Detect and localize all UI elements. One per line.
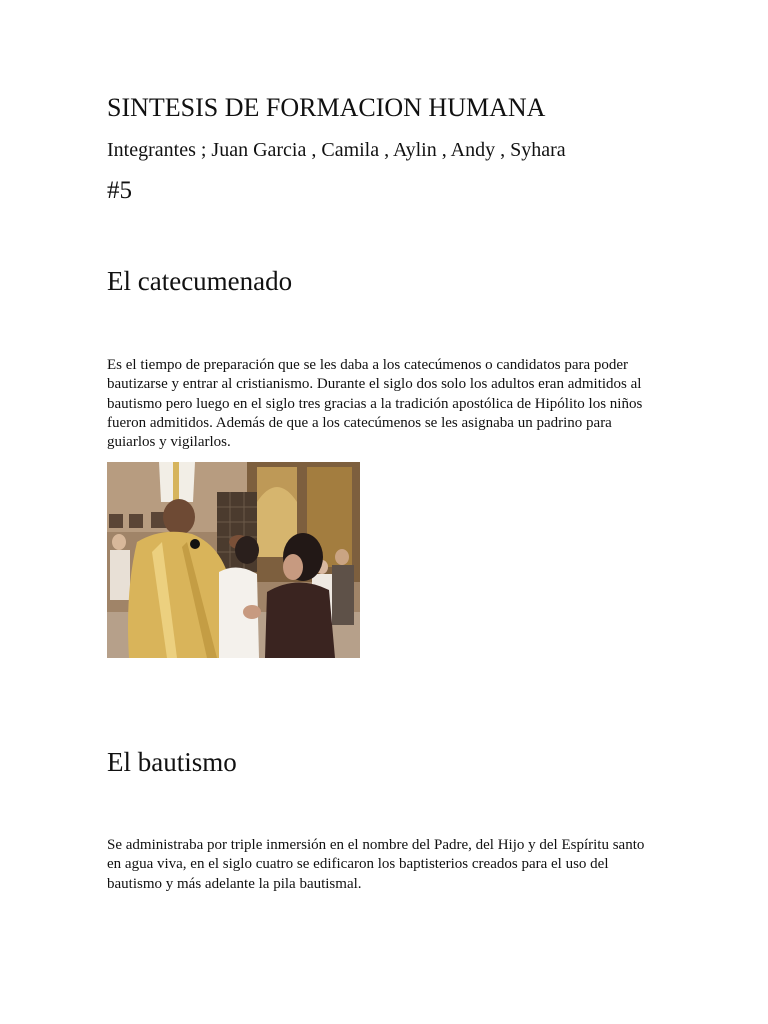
section-heading-catecumenado: El catecumenado — [107, 266, 293, 296]
section-paragraph-catecumenado: Es el tiempo de preparación que se les daba a los catecúmenos o candidatos para poder bautizarse y entrar al cristianismo. Durante el siglo dos solo los adultos eran admitidos al bautismo pero luego en el siglo tres gracias a la tradición apostólica de Hipólito los niños fueron admitidos. Además de que a los catecúmenos se les asignaba un padrino para guiarlos y vigilarlos. — [107, 357, 643, 451]
section-paragraph-bautismo: Se administraba por triple inmersión en el nombre del Padre, del Hijo y del Espíritu santo en agua viva, en el siglo cuatro se edificaron los baptisterios creados para el uso del bautismo y más adelante la pila bautismal. — [107, 837, 645, 892]
members-line: Integrantes ; Juan Garcia , Camila , Aylin , Andy , Syhara — [107, 139, 566, 161]
baptism-ceremony-photo — [107, 462, 360, 658]
section-heading-bautismo: El bautismo — [107, 747, 237, 777]
document-title: SINTESIS DE FORMACION HUMANA — [107, 93, 546, 122]
group-number: #5 — [107, 177, 132, 204]
